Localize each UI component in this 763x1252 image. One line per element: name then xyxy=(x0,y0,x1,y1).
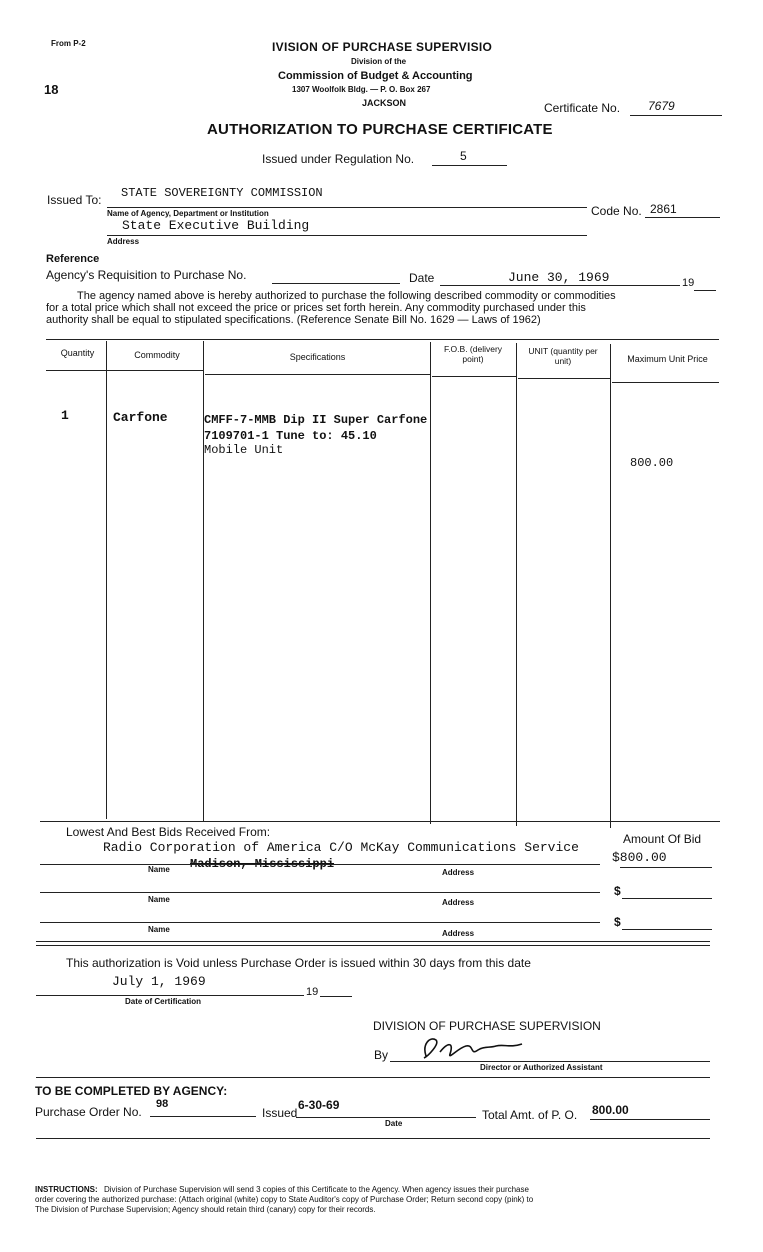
address-caption-1: Address xyxy=(442,868,475,877)
issued-to-label: Issued To: xyxy=(47,193,102,207)
po-value: 98 xyxy=(156,1098,169,1110)
issued-label: Issued xyxy=(262,1106,298,1120)
address-caption: Address xyxy=(107,237,140,246)
bids-label: Lowest And Best Bids Received From: xyxy=(66,825,271,839)
issued-value: 6-30-69 xyxy=(298,1098,340,1112)
row-spec-line-2: 7109701-1 Tune to: 45.10 xyxy=(204,429,377,443)
col-header-specifications: Specifications xyxy=(289,352,346,362)
instructions-line-2: order covering the authorized purchase: (Attach original (white) copy to State Auditor's copy of Purchase Order; Return second copy (pink) to xyxy=(35,1195,534,1204)
address-caption-3: Address xyxy=(442,929,475,938)
office-address: 1307 Woolfolk Bldg. — P. O. Box 267 xyxy=(292,85,431,94)
first-bidder-city: Madison, Mississippi xyxy=(190,857,335,871)
reference-date: June 30, 1969 xyxy=(508,270,610,285)
col-header-fob: F.O.B. (delivery point) xyxy=(443,344,503,364)
commission-name: Commission of Budget & Accounting xyxy=(278,70,473,82)
row-spec-line-3: Mobile Unit xyxy=(204,443,284,457)
col-header-max-price: Maximum Unit Price xyxy=(627,354,708,364)
form-title: AUTHORIZATION TO PURCHASE CERTIFICATE xyxy=(207,121,553,138)
dollar-sign-2: $ xyxy=(614,884,621,898)
reference-date-label: Date xyxy=(409,271,435,285)
reference-year: 19 xyxy=(682,277,695,289)
name-caption-3: Name xyxy=(148,925,170,934)
row-commodity: Carfone xyxy=(113,410,168,425)
code-label: Code No. xyxy=(591,204,642,218)
agency-section-title: TO BE COMPLETED BY AGENCY: xyxy=(35,1084,228,1098)
certification-caption: Date of Certification xyxy=(125,997,202,1006)
reference-label: Reference xyxy=(46,253,100,265)
certification-date: July 1, 1969 xyxy=(112,974,206,989)
instructions-line-1: Division of Purchase Supervision will send 3 copies of this Certificate to the Agency. When agency issues their purchase xyxy=(104,1185,529,1194)
code-number: 2861 xyxy=(650,202,677,216)
row-quantity: 1 xyxy=(61,408,69,423)
division-title: IVISION OF PURCHASE SUPERVISIO xyxy=(272,40,493,54)
authorization-text-2: for a total price which shall not exceed the price or prices set forth herein. Any commodity purchased under this xyxy=(46,302,586,314)
page-mark: 18 xyxy=(44,82,59,97)
name-caption-1: Name xyxy=(148,865,170,874)
instructions-line-3: The Division of Purchase Supervision; Agency should retain third (canary) copy for their records. xyxy=(35,1205,376,1214)
total-label: Total Amt. of P. O. xyxy=(482,1108,578,1122)
requisition-label: Agency's Requisition to Purchase No. xyxy=(46,268,247,282)
col-header-quantity: Quantity xyxy=(60,348,95,358)
amount-of-bid-label: Amount Of Bid xyxy=(623,832,702,846)
col-header-unit: UNIT (quantity per unit) xyxy=(528,346,598,366)
row-spec-line-1: CMFF-7-MMB Dip II Super Carfone xyxy=(204,413,428,427)
dollar-sign-3: $ xyxy=(614,915,621,929)
regulation-label: Issued under Regulation No. xyxy=(262,152,415,166)
agency-name: STATE SOVEREIGNTY COMMISSION xyxy=(121,186,323,200)
certification-year: 19 xyxy=(306,986,319,998)
instructions-label: INSTRUCTIONS: xyxy=(35,1185,98,1194)
row-max-price: 800.00 xyxy=(630,456,674,470)
city: JACKSON xyxy=(362,98,407,108)
issued-date-caption: Date xyxy=(385,1119,403,1128)
signature-division: DIVISION OF PURCHASE SUPERVISION xyxy=(373,1019,601,1033)
first-bidder: Radio Corporation of America C/O McKay Communications Service xyxy=(103,840,579,855)
col-header-commodity: Commodity xyxy=(134,350,180,360)
void-text: This authorization is Void unless Purchase Order is issued within 30 days from this date xyxy=(66,956,531,970)
name-caption-2: Name xyxy=(148,895,170,904)
certificate-number: 7679 xyxy=(648,99,675,113)
authorization-text-1: The agency named above is hereby authorized to purchase the following described commodity or commodities xyxy=(77,290,616,302)
agency-address: State Executive Building xyxy=(122,218,310,233)
total-value: 800.00 xyxy=(592,1103,629,1117)
address-caption-2: Address xyxy=(442,898,475,907)
regulation-number: 5 xyxy=(460,149,467,163)
form-number: From P-2 xyxy=(51,39,86,48)
po-label: Purchase Order No. xyxy=(35,1105,142,1119)
agency-caption: Name of Agency, Department or Institution xyxy=(107,209,269,218)
division-of-the: Division of the xyxy=(351,57,407,66)
signature-image xyxy=(414,1030,534,1064)
authorization-text-3: authority shall be equal to stipulated specifications. (Reference Senate Bill No. 1629 — Laws of 1962) xyxy=(46,314,541,326)
by-label: By xyxy=(374,1048,389,1062)
first-bid-amount: $800.00 xyxy=(612,850,667,865)
certificate-label: Certificate No. xyxy=(544,101,621,115)
signature-caption: Director or Authorized Assistant xyxy=(480,1063,603,1072)
